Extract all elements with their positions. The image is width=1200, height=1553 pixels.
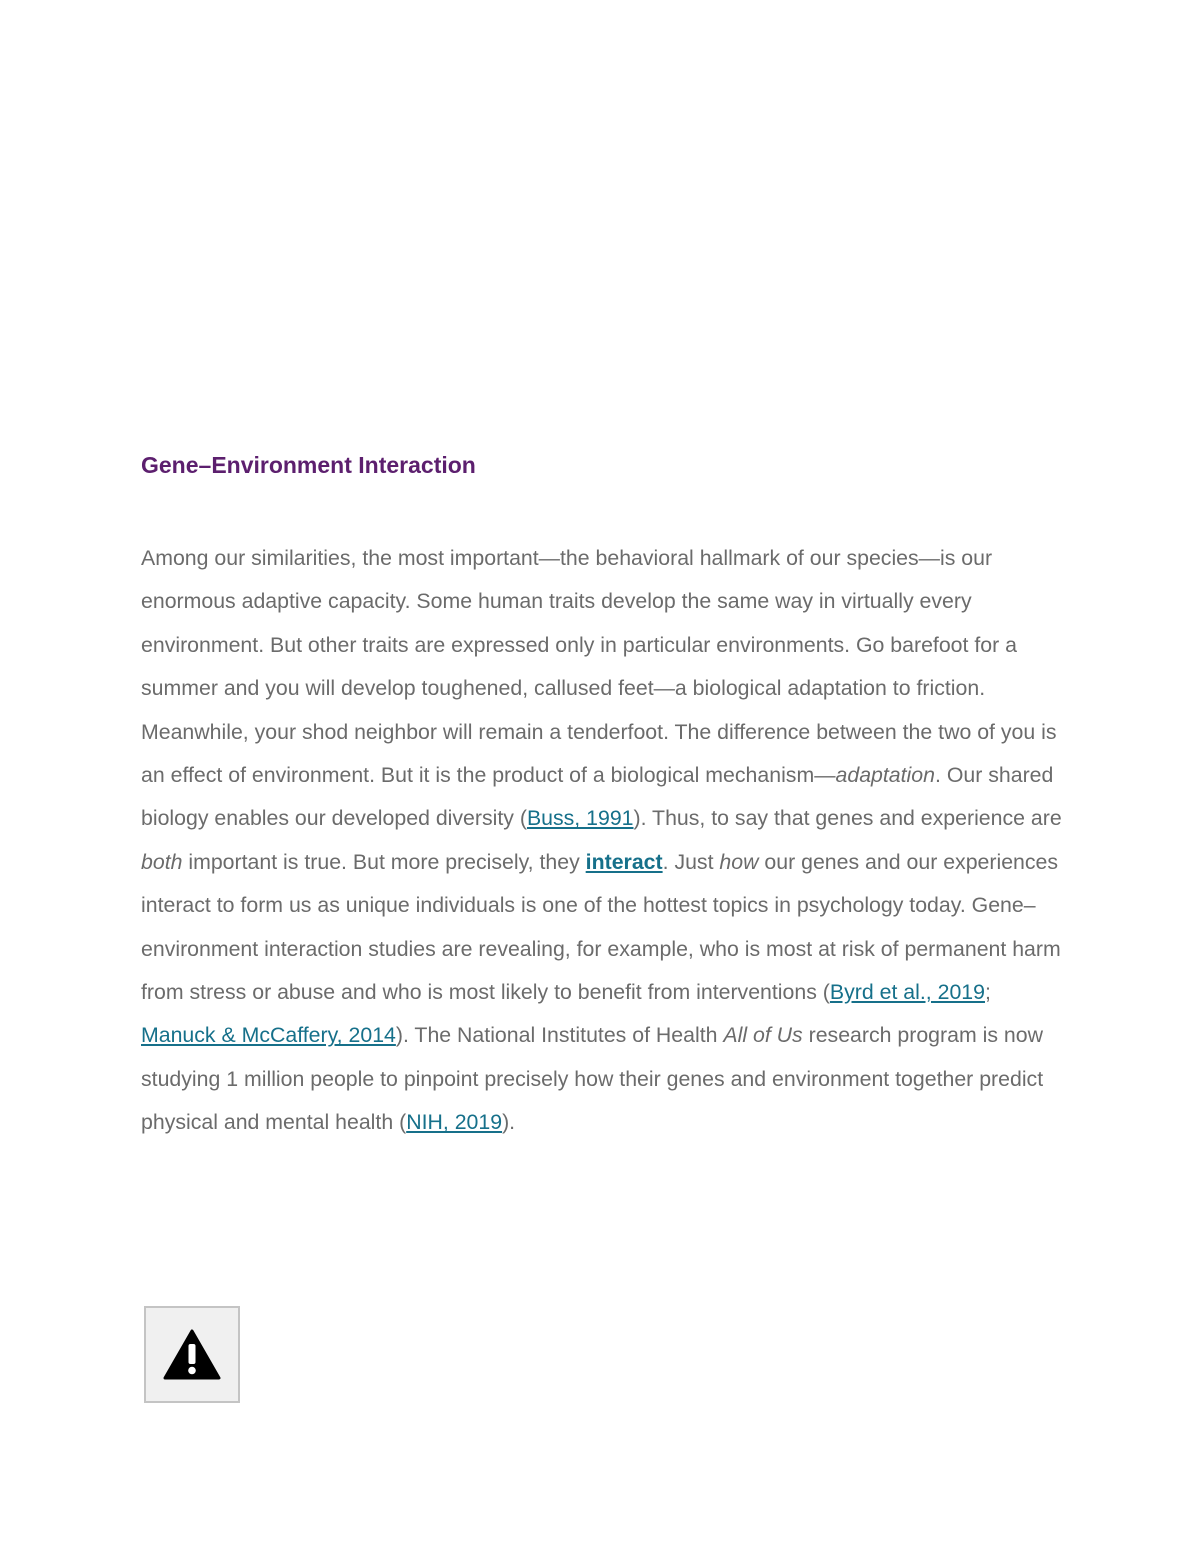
- citation-link-buss[interactable]: Buss, 1991: [526, 806, 634, 831]
- text-run: . Our shared biology enables our developed diversity (: [141, 763, 1054, 831]
- body-paragraph: [141, 537, 1066, 1145]
- text-run: ;: [984, 980, 991, 1005]
- text-run: important is true. But more precisely, they: [182, 849, 586, 874]
- emphasis-all-of-us: All of Us: [723, 1023, 803, 1048]
- broken-media-placeholder[interactable]: [144, 1306, 240, 1403]
- text-run: our genes and our experiences interact to form us as unique individuals is one of the hottest topics in psychology today. Gene–environment interaction studies are revealing, for example, who is most at risk of permanent harm from stress or abuse and who is most likely to benefit from interventions (: [141, 849, 1061, 1005]
- section-heading: Gene–Environment Interaction: [141, 452, 476, 478]
- citation-link-byrd[interactable]: Byrd et al., 2019: [829, 980, 985, 1005]
- text-run: research program is now studying 1 million people to pinpoint precisely how their genes and environment together predict physical and mental health (: [141, 1023, 1044, 1135]
- text-run: ). Thus, to say that genes and experience are: [633, 806, 1062, 831]
- text-run: ).: [502, 1110, 516, 1135]
- emphasis-both: both: [141, 849, 183, 874]
- glossary-link-interact[interactable]: interact: [585, 849, 663, 874]
- emphasis-how: how: [719, 849, 759, 874]
- citation-link-manuck[interactable]: Manuck & McCaffery, 2014: [141, 1023, 396, 1048]
- text-run: Among our similarities, the most important—the behavioral hallmark of our species—is our enormous adaptive capacity. Some human traits develop the same way in virtually every environment. But other traits are expressed only in particular environments. Go barefoot for a summer and you will develop toughened, callused feet—a biological adaptation to friction. Meanwhile, your shod neighbor will remain a tenderfoot. The difference between the two of you is an effect of environment. But it is the product of a biological mechanism—: [141, 546, 1057, 788]
- citation-link-nih[interactable]: NIH, 2019: [406, 1110, 503, 1135]
- text-run: . Just: [662, 849, 720, 874]
- text-run: ). The National Institutes of Health: [395, 1023, 724, 1048]
- warning-triangle-icon: [163, 1329, 221, 1381]
- emphasis-adaptation: adaptation: [835, 763, 935, 788]
